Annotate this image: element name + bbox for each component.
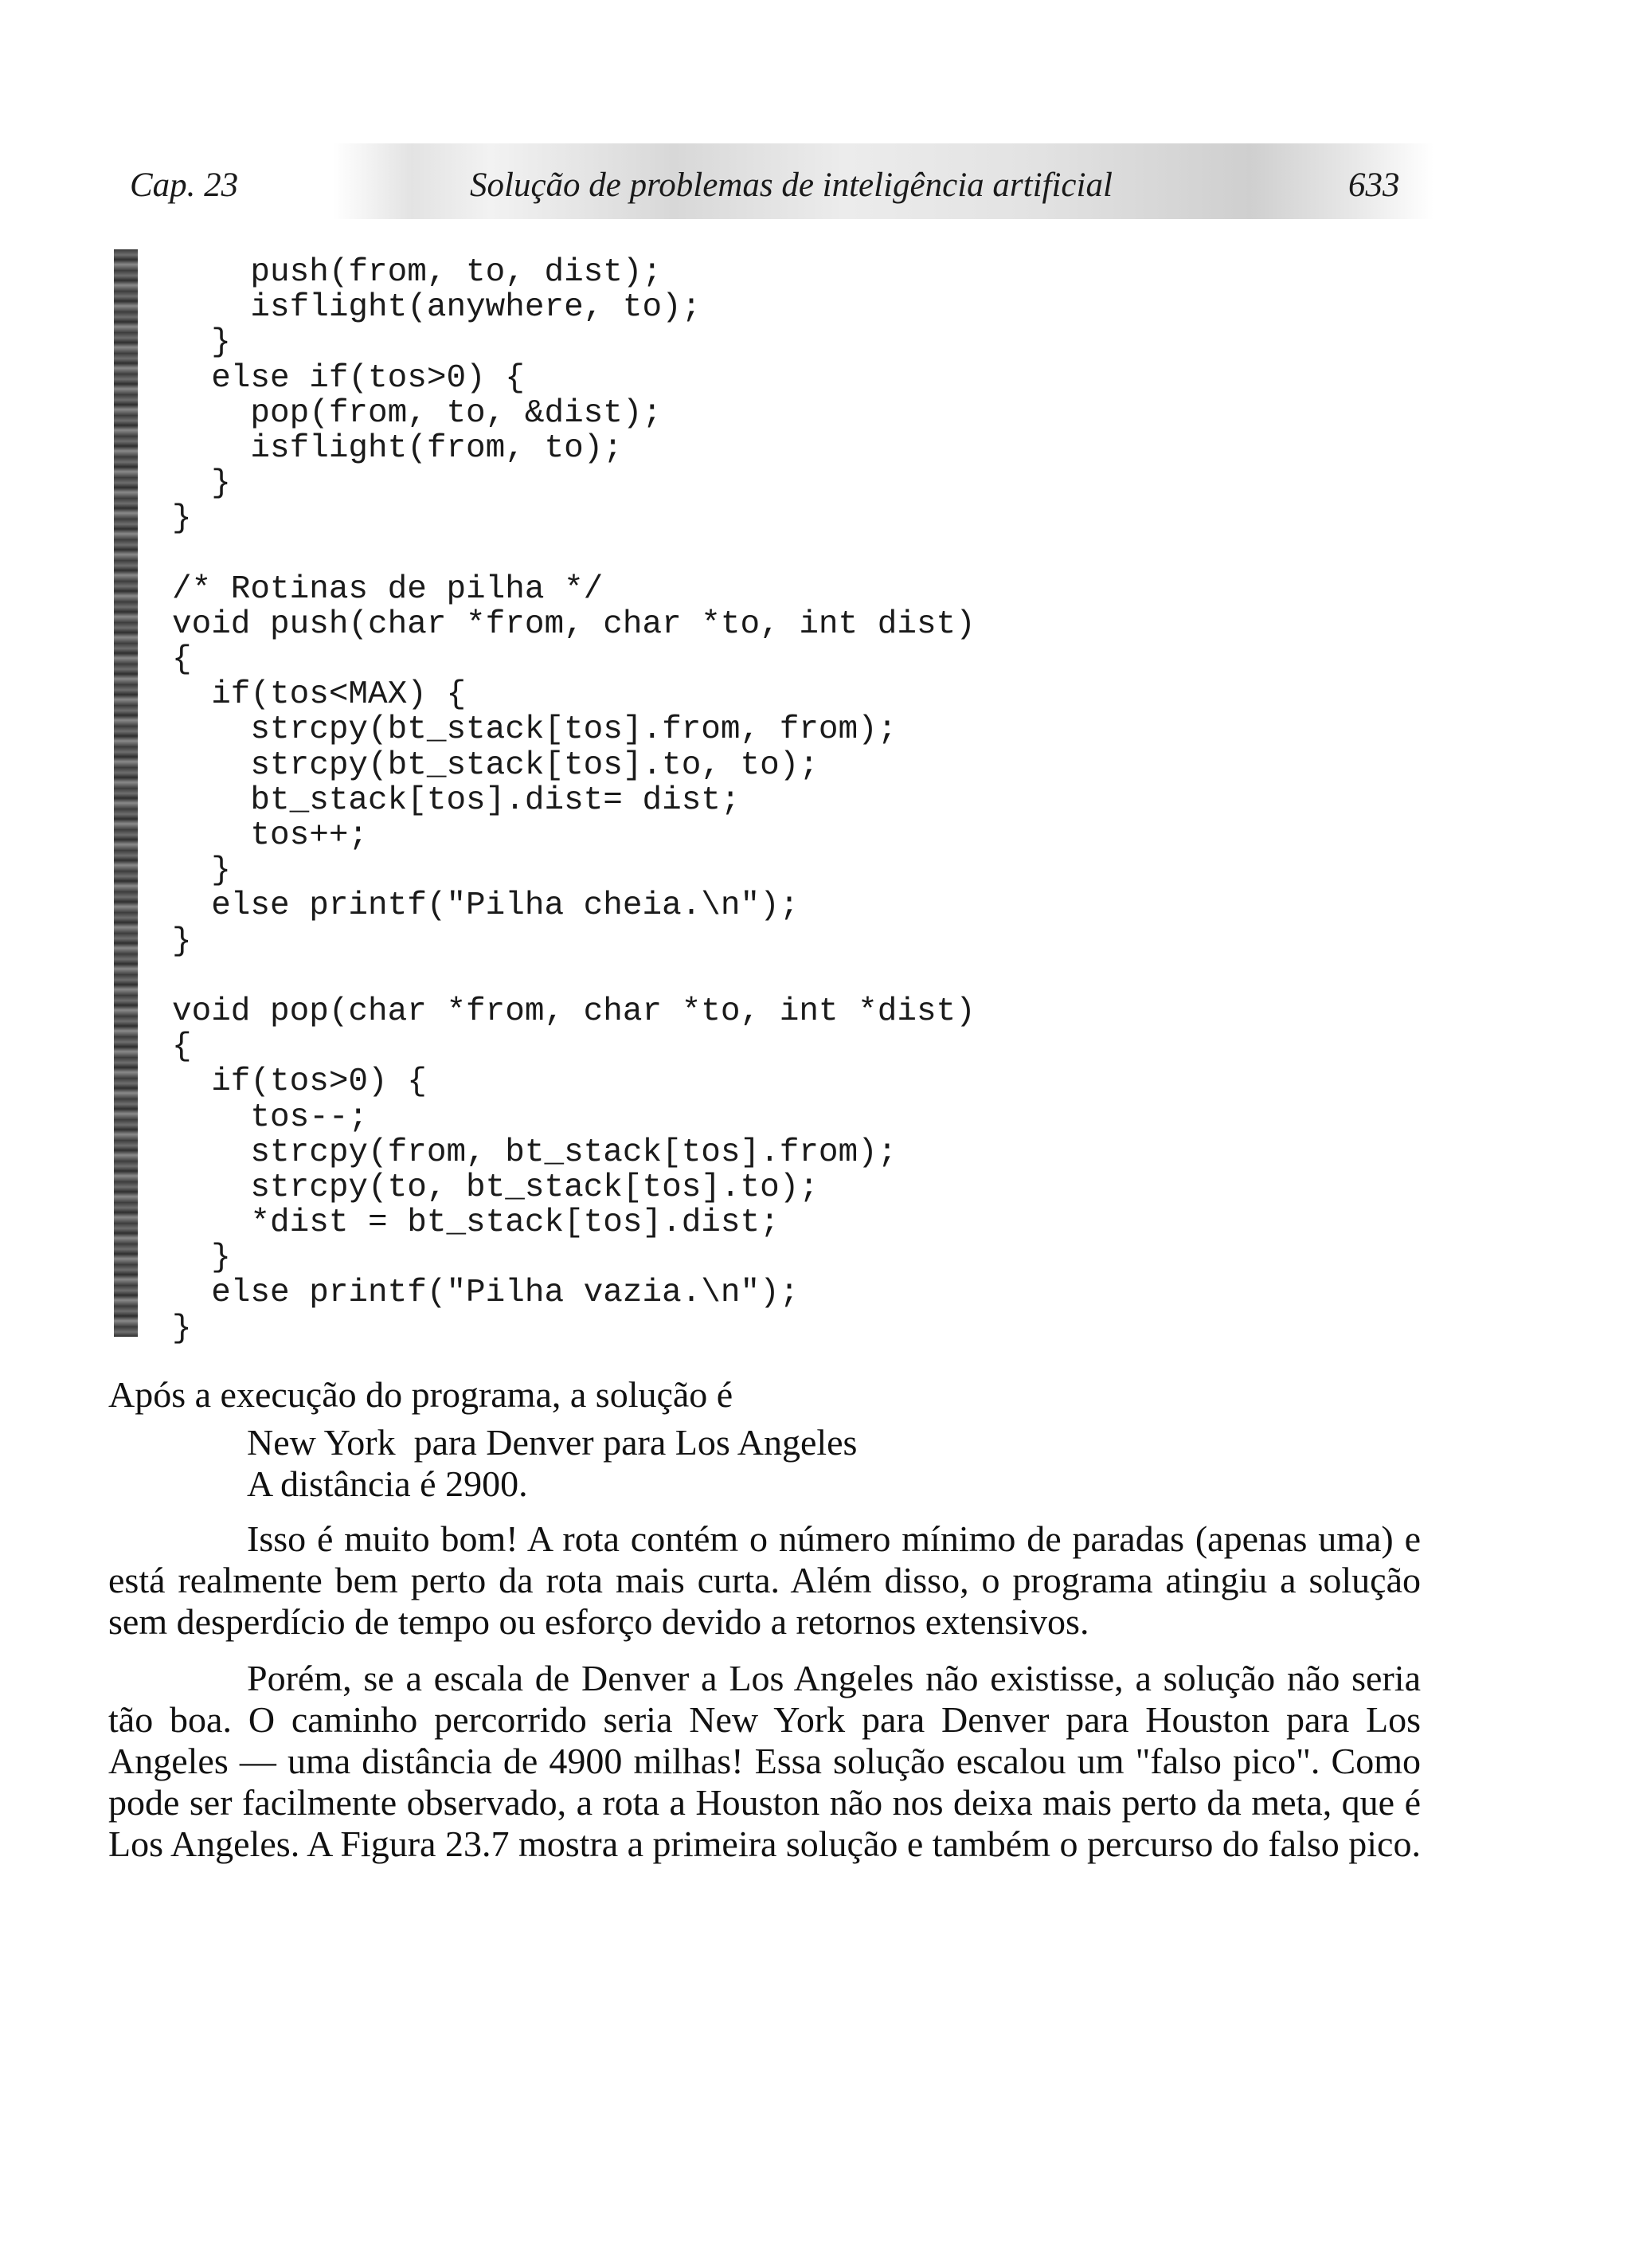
code-line: bt_stack[tos].dist= dist; xyxy=(172,781,741,819)
running-header-title: Solução de problemas de inteligência artificial xyxy=(470,166,1113,204)
code-line: if(tos>0) { xyxy=(172,1063,427,1101)
code-line: push(from, to, dist); xyxy=(172,254,663,291)
code-line: } xyxy=(172,465,231,503)
code-line: *dist = bt_stack[tos].dist; xyxy=(172,1205,780,1242)
code-line: { xyxy=(172,641,192,679)
chapter-label: Cap. 23 xyxy=(130,166,239,204)
intro-sentence: Após a execução do programa, a solução é xyxy=(108,1374,733,1415)
paragraph: Isso é muito bom! A rota contém o número mínimo de paradas (apenas uma) e está realmente bem perto da rota mais curta. Além disso, o programa atingiu a solução sem desperdício de tempo ou esforço devido a retornos extensivos. xyxy=(108,1518,1421,1642)
code-line: } xyxy=(172,922,192,960)
code-line: } xyxy=(172,324,231,362)
program-result xyxy=(247,1422,857,1505)
code-line: if(tos<MAX) { xyxy=(172,676,467,714)
code-line: else printf("Pilha cheia.\n"); xyxy=(172,887,800,925)
code-line: else if(tos>0) { xyxy=(172,359,525,397)
code-line: else printf("Pilha vazia.\n"); xyxy=(172,1275,800,1312)
code-line: pop(from, to, &dist); xyxy=(172,394,663,432)
code-line: void pop(char *from, char *to, int *dist) xyxy=(172,993,976,1030)
code-line: strcpy(bt_stack[tos].from, from); xyxy=(172,711,898,749)
paragraph: Porém, se a escala de Denver a Los Angeles não existisse, a solução não seria tão boa. O caminho percorrido seria New York para Denver para Houston para Los Angeles — uma distância de 4900 milhas! Essa solução escalou um "falso pico". Como pode ser facilmente observado, a rota a Houston não nos deixa mais perto da meta, que é Los Angeles. A Figura 23.7 mostra a primeira solução e também o percurso do falso pico. xyxy=(108,1658,1421,1864)
code-line: strcpy(from, bt_stack[tos].from); xyxy=(172,1134,898,1171)
code-line xyxy=(172,537,976,572)
code-margin-bar xyxy=(114,249,138,1337)
code-line: } xyxy=(172,500,192,538)
code-line: tos--; xyxy=(172,1099,369,1136)
result-distance: A distância é 2900. xyxy=(247,1463,528,1504)
code-line: void push(char *from, char *to, int dist) xyxy=(172,605,976,643)
page-number: 633 xyxy=(1348,166,1400,204)
code-line: isflight(anywhere, to); xyxy=(172,289,702,327)
code-line: isflight(from, to); xyxy=(172,429,623,467)
code-line: strcpy(to, bt_stack[tos].to); xyxy=(172,1169,819,1206)
code-line: { xyxy=(172,1028,192,1066)
code-line: /* Rotinas de pilha */ xyxy=(172,570,604,608)
code-line: } xyxy=(172,852,231,890)
result-route: New York para Denver para Los Angeles xyxy=(247,1422,858,1463)
code-line xyxy=(172,959,976,994)
code-line: } xyxy=(172,1310,192,1347)
code-line: strcpy(bt_stack[tos].to, to); xyxy=(172,746,819,784)
code-listing xyxy=(172,255,976,1346)
code-line: } xyxy=(172,1240,231,1277)
code-line: tos++; xyxy=(172,817,369,854)
